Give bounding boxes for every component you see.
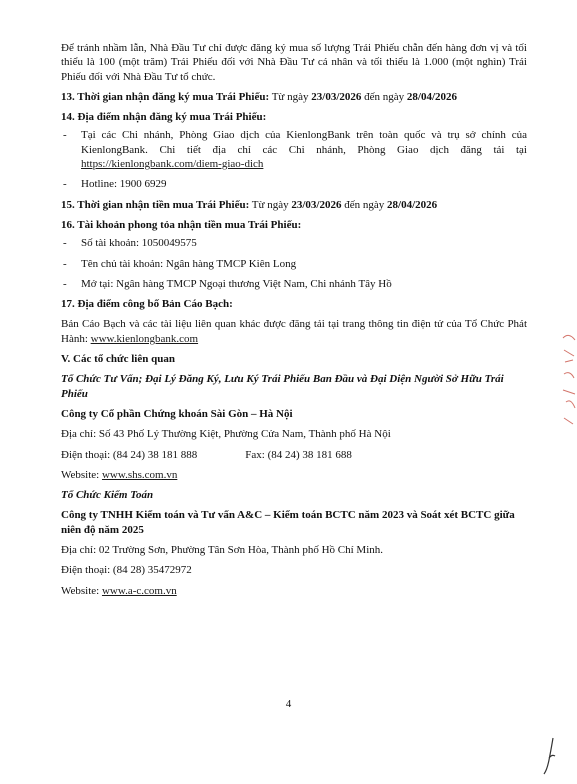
advisor-heading: Tổ Chức Tư Vấn; Đại Lý Đăng Ký, Lưu Ký Trái Phiếu Ban Đầu và Đại Diện Người Sở Hữu Trái Phiếu bbox=[61, 373, 504, 400]
advisor-phone: Điện thoại: (84 24) 38 181 888 bbox=[61, 448, 198, 461]
section-13-pre: Từ ngày bbox=[269, 90, 312, 103]
section-17-text: Bản Cáo Bạch và các tài liệu liên quan khác được đăng tải tại trang thông tin điện tử của Tổ Chức Phát Hành: www.kienlongbank.com bbox=[61, 318, 527, 345]
stamp-fragment-icon bbox=[561, 330, 577, 430]
section-v-heading: V. Các tổ chức liên quan bbox=[61, 353, 175, 366]
intro-paragraph: Để tránh nhầm lẫn, Nhà Đầu Tư chỉ được đăng ký mua số lượng Trái Phiếu chẵn đến hàng đơn vị và tối thiểu là 100 (một trăm) Trái Phiếu đối với Nhà Đầu Tư cá nhân và tối thiểu là 1.000 (một nghìn) Trái Phiếu đối với Nhà Đầu Tư tổ chức. bbox=[61, 42, 527, 83]
page-content bbox=[61, 41, 527, 598]
audit-heading: Tổ Chức Kiểm Toán bbox=[61, 489, 154, 502]
list-item: - Tại các Chi nhánh, Phòng Giao dịch của KienlongBank trên toàn quốc và trụ sở chính của KienlongBank. Chi tiết địa chỉ các Chi nhánh, Phòng Giao dịch đăng tải tại https://kienlongbank.com/diem-giao-dich bbox=[63, 129, 527, 171]
section-14-item-1-text: Tại các Chi nhánh, Phòng Giao dịch của KienlongBank trên toàn quốc và trụ sở chính của KienlongBank. Chi tiết địa chỉ các Chi nhánh, Phòng Giao dịch đăng tải tại bbox=[81, 129, 527, 156]
list-item: - Mở tại: Ngân hàng TMCP Ngoại thương Việt Nam, Chi nhánh Tây Hồ bbox=[63, 277, 392, 290]
section-13 bbox=[61, 90, 527, 104]
audit-website: Website: www.a-c.com.vn bbox=[61, 584, 177, 597]
advisor-contact bbox=[61, 448, 527, 462]
section-16-heading: 16. Tài khoản phong tỏa nhận tiền mua Trái Phiếu: bbox=[61, 218, 302, 231]
list-item: - Số tài khoản: 1050049575 bbox=[63, 237, 197, 250]
section-15-end-date: 28/04/2026 bbox=[387, 198, 438, 211]
audit-address: Địa chỉ: 02 Trường Sơn, Phường Tân Sơn Hòa, Thành phố Hồ Chí Minh. bbox=[61, 544, 384, 557]
section-13-end-date: 28/04/2026 bbox=[406, 90, 458, 103]
branch-list-link[interactable]: https://kienlongbank.com/diem-giao-dich bbox=[81, 158, 264, 171]
audit-name: Công ty TNHH Kiểm toán và Tư vấn A&C – Kiểm toán BCTC năm 2023 và Soát xét BCTC giữa niên độ năm 2025 bbox=[61, 509, 515, 536]
account-number: Số tài khoản: 1050049575 bbox=[81, 237, 197, 250]
section-16-list bbox=[61, 236, 527, 291]
section-15-pre: Từ ngày bbox=[249, 198, 292, 211]
issuer-website-link[interactable]: www.kienlongbank.com bbox=[90, 332, 199, 345]
advisor-name: Công ty Cổ phần Chứng khoán Sài Gòn – Hà Nội bbox=[61, 407, 293, 420]
signature-mark-icon bbox=[539, 736, 559, 776]
account-holder: Tên chủ tài khoản: Ngân hàng TMCP Kiên Long bbox=[81, 257, 297, 270]
section-14-list bbox=[61, 128, 527, 191]
advisor-website-link[interactable]: www.shs.com.vn bbox=[101, 468, 178, 481]
section-13-mid: đến ngày bbox=[361, 90, 407, 103]
audit-phone: Điện thoại: (84 28) 35472972 bbox=[61, 564, 192, 577]
advisor-address: Địa chỉ: Số 43 Phố Lý Thường Kiệt, Phường Cửa Nam, Thành phố Hà Nội bbox=[61, 428, 391, 441]
section-13-start-date: 23/03/2026 bbox=[311, 90, 362, 103]
audit-website-link[interactable]: www.a-c.com.vn bbox=[101, 584, 177, 597]
section-14-heading: 14. Địa điểm nhận đăng ký mua Trái Phiếu: bbox=[61, 111, 267, 124]
advisor-fax: Fax: (84 24) 38 181 688 bbox=[245, 448, 352, 461]
hotline-text: Hotline: 1900 6929 bbox=[81, 178, 167, 191]
section-15 bbox=[61, 198, 527, 212]
account-bank: Mở tại: Ngân hàng TMCP Ngoại thương Việt Nam, Chi nhánh Tây Hồ bbox=[81, 277, 392, 290]
section-15-heading: 15. Thời gian nhận tiền mua Trái Phiếu: bbox=[61, 198, 250, 211]
section-15-mid: đến ngày bbox=[341, 198, 388, 211]
list-item: - Tên chủ tài khoản: Ngân hàng TMCP Kiên Long bbox=[63, 257, 297, 270]
section-17-heading: 17. Địa điểm công bố Bản Cáo Bạch: bbox=[61, 298, 233, 311]
advisor-website: Website: www.shs.com.vn bbox=[61, 468, 178, 481]
list-item: - Hotline: 1900 6929 bbox=[63, 178, 167, 191]
page-number: 4 bbox=[285, 698, 292, 710]
section-15-start-date: 23/03/2026 bbox=[291, 198, 342, 211]
section-13-heading: 13. Thời gian nhận đăng ký mua Trái Phiếu: bbox=[61, 90, 270, 103]
